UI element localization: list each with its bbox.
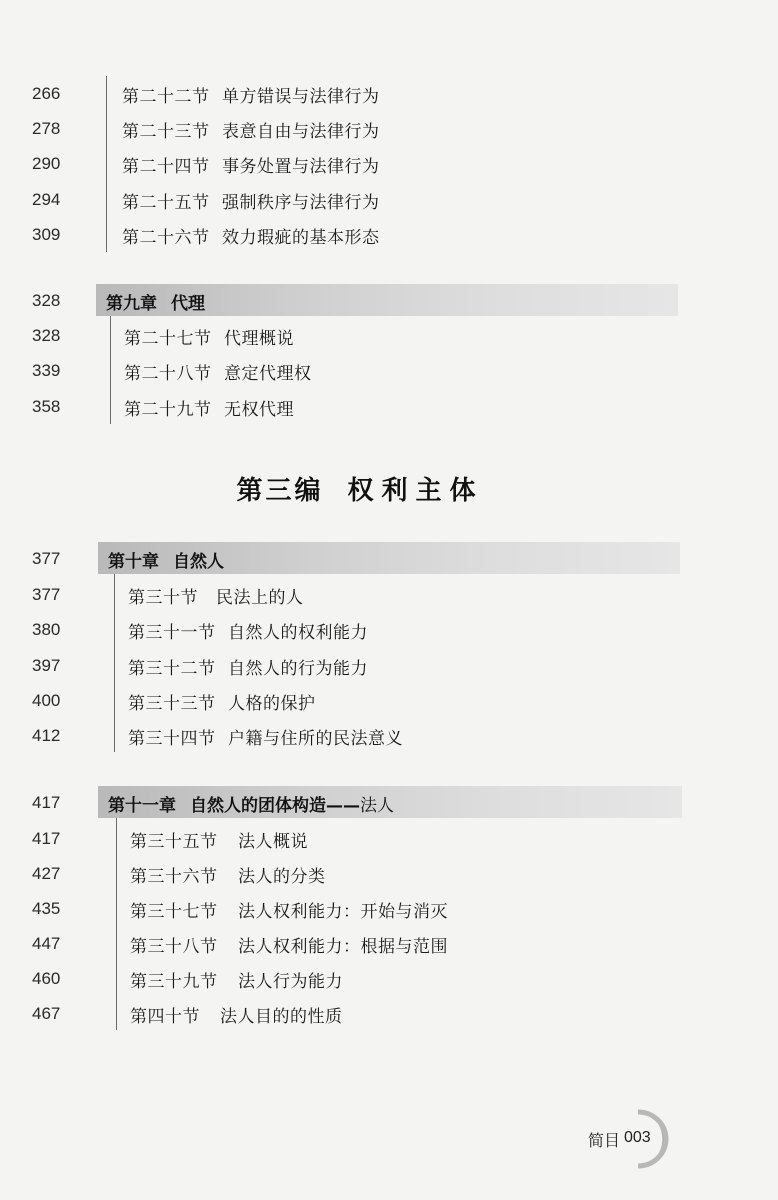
toc-row[interactable] bbox=[0, 389, 700, 425]
page-number: 290 bbox=[32, 154, 61, 173]
toc-row[interactable] bbox=[0, 996, 700, 1032]
page-number: 412 bbox=[32, 726, 61, 745]
section-title: 民法上的人 bbox=[216, 588, 304, 608]
chapter-bar bbox=[96, 284, 678, 316]
page-number: 309 bbox=[32, 225, 61, 244]
section-title: 法人权利能力：开始与消灭 bbox=[238, 902, 448, 922]
page-number: 294 bbox=[32, 190, 61, 209]
page-number: 266 bbox=[32, 84, 61, 103]
section-number: 第二十八节 bbox=[124, 364, 212, 384]
page-number: 447 bbox=[32, 934, 61, 953]
section-title: 意定代理权 bbox=[224, 364, 312, 384]
page-number: 377 bbox=[32, 549, 61, 568]
toc-row[interactable] bbox=[0, 891, 700, 927]
section-number: 第三十九节 bbox=[130, 972, 218, 992]
toc-row[interactable] bbox=[0, 648, 700, 684]
chapter-title-sub: 法人 bbox=[360, 796, 394, 816]
section-title: 法人概说 bbox=[238, 832, 308, 852]
chapter-title: 自然人的团体构造—— bbox=[190, 796, 360, 816]
page-number: 377 bbox=[32, 585, 61, 604]
page-number: 397 bbox=[32, 656, 61, 675]
page-number: 417 bbox=[32, 793, 61, 812]
section-number: 第二十七节 bbox=[124, 329, 212, 349]
page-number: 435 bbox=[32, 899, 61, 918]
toc-row[interactable] bbox=[0, 353, 700, 389]
toc-row[interactable] bbox=[0, 217, 700, 253]
section-number: 第四十节 bbox=[130, 1007, 200, 1027]
section-title: 法人目的的性质 bbox=[220, 1007, 343, 1027]
section-number: 第三十二节 bbox=[128, 659, 216, 679]
section-title: 法人的分类 bbox=[238, 867, 326, 887]
toc-row[interactable] bbox=[0, 856, 700, 892]
toc-row[interactable] bbox=[0, 718, 700, 754]
page-number: 460 bbox=[32, 969, 61, 988]
page-number: 427 bbox=[32, 864, 61, 883]
part-label: 第三编 bbox=[236, 476, 324, 506]
page-number: 417 bbox=[32, 829, 61, 848]
toc-row[interactable] bbox=[0, 577, 700, 613]
section-title: 单方错误与法律行为 bbox=[222, 87, 380, 107]
section-number: 第二十五节 bbox=[122, 193, 210, 213]
footer-page-number: 003 bbox=[624, 1129, 651, 1146]
toc-row[interactable] bbox=[0, 146, 700, 182]
page-number: 358 bbox=[32, 397, 61, 416]
footer-label: 简目 bbox=[588, 1131, 621, 1150]
section-title: 自然人的行为能力 bbox=[228, 659, 368, 679]
page-number: 339 bbox=[32, 361, 61, 380]
page-number: 328 bbox=[32, 291, 61, 310]
chapter-row[interactable] bbox=[0, 284, 700, 320]
section-title: 效力瑕疵的基本形态 bbox=[222, 228, 380, 248]
toc-row[interactable] bbox=[0, 182, 700, 218]
part-heading bbox=[0, 470, 720, 507]
toc-row[interactable] bbox=[0, 76, 700, 112]
section-number: 第三十五节 bbox=[130, 832, 218, 852]
section-number: 第二十四节 bbox=[122, 157, 210, 177]
section-title: 强制秩序与法律行为 bbox=[222, 193, 380, 213]
section-title: 表意自由与法律行为 bbox=[222, 122, 380, 142]
chapter-row[interactable] bbox=[0, 542, 700, 578]
toc-row[interactable] bbox=[0, 926, 700, 962]
chapter-title: 代理 bbox=[171, 294, 205, 314]
section-number: 第三十六节 bbox=[130, 867, 218, 887]
section-title: 代理概说 bbox=[224, 329, 294, 349]
chapter-number: 第十一章 bbox=[108, 796, 176, 816]
section-number: 第二十二节 bbox=[122, 87, 210, 107]
section-number: 第二十三节 bbox=[122, 122, 210, 142]
chapter-bar bbox=[98, 542, 680, 574]
section-title: 户籍与住所的民法意义 bbox=[228, 729, 403, 749]
section-title: 人格的保护 bbox=[228, 694, 316, 714]
chapter-bar bbox=[98, 786, 682, 818]
section-number: 第三十七节 bbox=[130, 902, 218, 922]
section-title: 自然人的权利能力 bbox=[228, 623, 368, 643]
section-number: 第三十四节 bbox=[128, 729, 216, 749]
section-number: 第三十八节 bbox=[130, 937, 218, 957]
section-number: 第二十九节 bbox=[124, 400, 212, 420]
toc-row[interactable] bbox=[0, 318, 700, 354]
chapter-number: 第九章 bbox=[106, 294, 157, 314]
page-number: 467 bbox=[32, 1004, 61, 1023]
part-title: 权利主体 bbox=[347, 476, 484, 506]
toc-row[interactable] bbox=[0, 961, 700, 997]
page-number: 400 bbox=[32, 691, 61, 710]
page-number: 278 bbox=[32, 119, 61, 138]
chapter-title: 自然人 bbox=[173, 552, 224, 572]
section-number: 第三十一节 bbox=[128, 623, 216, 643]
toc-row[interactable] bbox=[0, 683, 700, 719]
page-number: 328 bbox=[32, 326, 61, 345]
toc-row[interactable] bbox=[0, 612, 700, 648]
chapter-number: 第十章 bbox=[108, 552, 159, 572]
section-number: 第三十节 bbox=[128, 588, 198, 608]
section-number: 第二十六节 bbox=[122, 228, 210, 248]
toc-row[interactable] bbox=[0, 111, 700, 147]
section-title: 法人行为能力 bbox=[238, 972, 343, 992]
section-title: 事务处置与法律行为 bbox=[222, 157, 380, 177]
section-number: 第三十三节 bbox=[128, 694, 216, 714]
section-title: 无权代理 bbox=[224, 400, 294, 420]
chapter-row[interactable] bbox=[0, 786, 700, 822]
page-number: 380 bbox=[32, 620, 61, 639]
section-title: 法人权利能力：根据与范围 bbox=[238, 937, 448, 957]
toc-row[interactable] bbox=[0, 821, 700, 857]
